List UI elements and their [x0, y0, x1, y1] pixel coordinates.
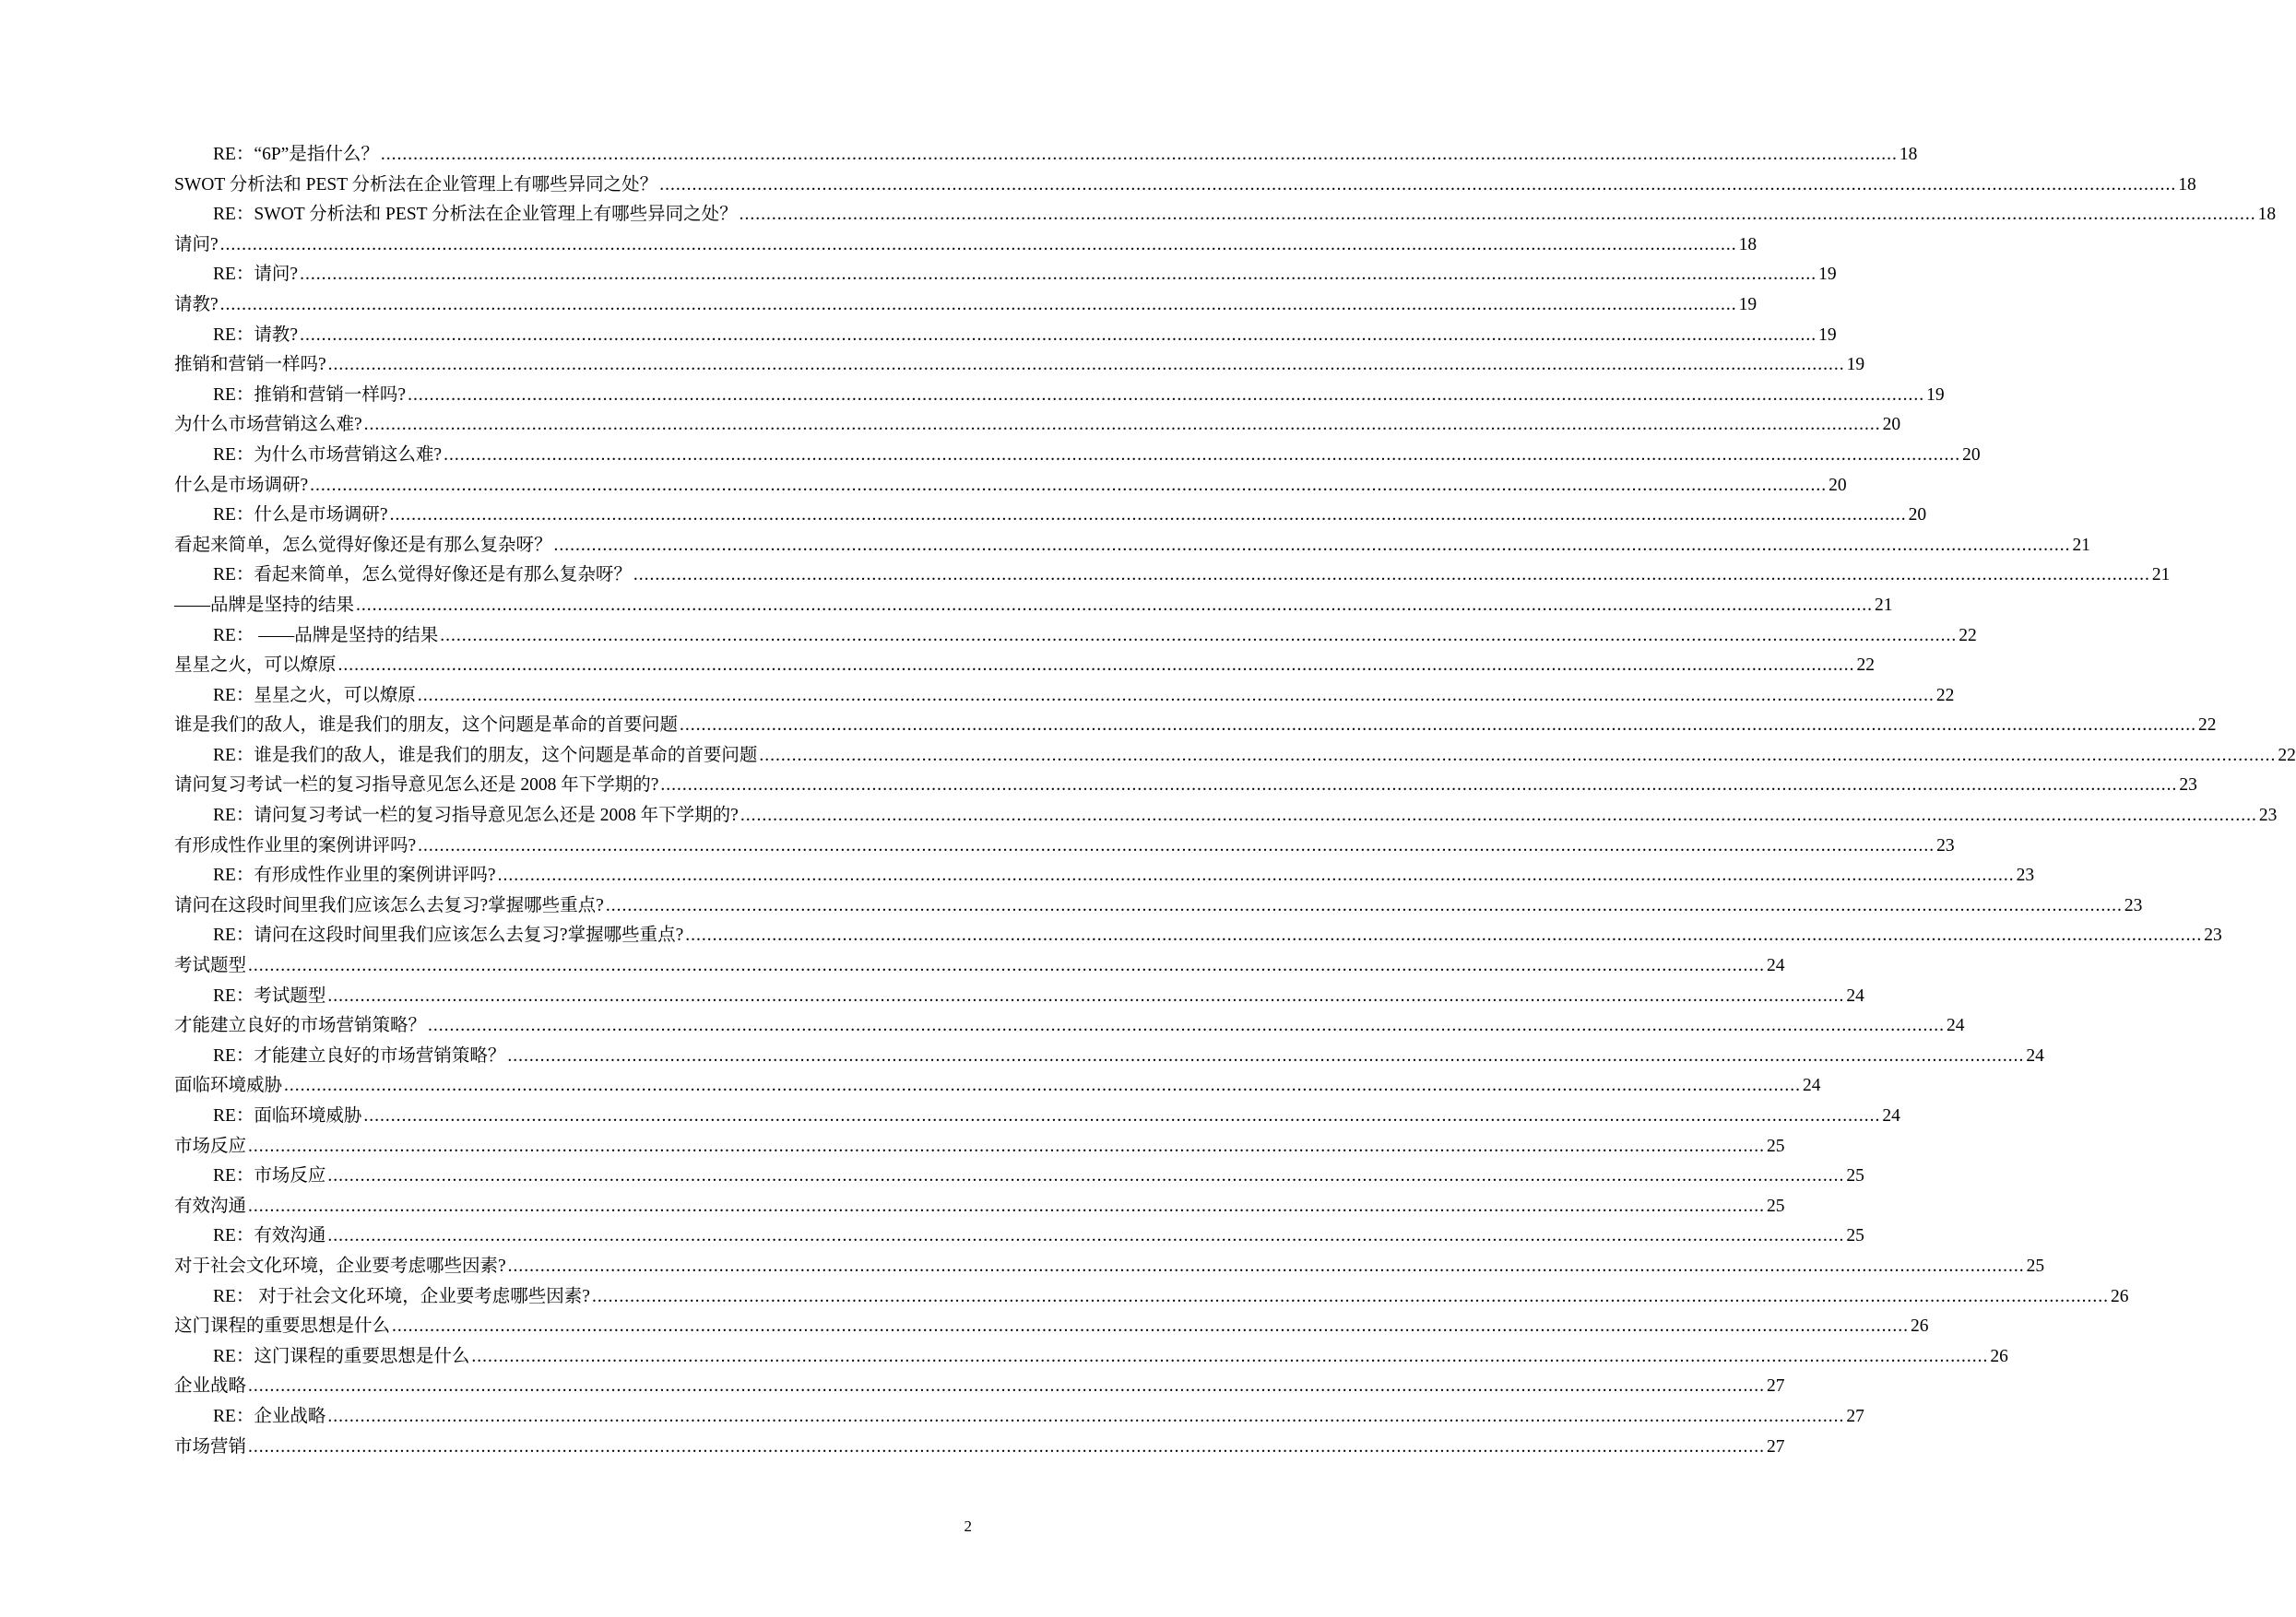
toc-dot-leader	[498, 861, 2015, 891]
toc-entry[interactable]	[174, 1372, 1785, 1402]
toc-entry[interactable]	[174, 651, 1876, 681]
toc-entry[interactable]	[174, 350, 1865, 381]
toc-entry-title: RE：有效沟通	[213, 1226, 326, 1246]
toc-entry-title: 请问复习考试一栏的复习指导意见怎么还是 2008 年下学期的?	[174, 775, 659, 796]
toc-entry-page: 19	[1926, 384, 1945, 405]
toc-entry[interactable]	[174, 471, 1847, 502]
toc-entry-title: RE：才能建立良好的市场营销策略？	[213, 1045, 506, 1066]
toc-entry-page: 23	[2258, 806, 2278, 826]
toc-entry-page: 20	[1882, 415, 1901, 435]
toc-entry-page: 24	[1882, 1106, 1900, 1126]
toc-entry[interactable]	[174, 441, 1981, 471]
toc-dot-leader	[471, 1342, 1988, 1373]
toc-dot-leader	[592, 1282, 2109, 1313]
toc-entry[interactable]	[174, 1402, 1864, 1433]
toc-dot-leader	[248, 951, 1765, 982]
toc-entry[interactable]	[174, 260, 1837, 290]
toc-entry-title: RE：市场反应	[213, 1166, 326, 1186]
toc-entry-page: 25	[1846, 1166, 1864, 1186]
toc-entry-page: 18	[1738, 234, 1758, 254]
toc-entry-page: 21	[2151, 565, 2171, 585]
toc-entry-page: 19	[1818, 325, 1837, 345]
toc-dot-leader	[759, 741, 2276, 772]
toc-dot-leader	[508, 1252, 2025, 1282]
toc-entry-page: 26	[1911, 1316, 1929, 1337]
toc-entry-page: 22	[2198, 715, 2217, 736]
toc-entry-page: 18	[1899, 145, 1918, 164]
toc-entry[interactable]	[174, 982, 1864, 1012]
toc-entry[interactable]	[174, 1342, 2008, 1373]
toc-entry-title: 谁是我们的敌人，谁是我们的朋友，这个问题是革命的首要问题	[174, 715, 679, 736]
toc-entry[interactable]	[174, 290, 1758, 321]
toc-entry-title: 这门课程的重要思想是什么	[174, 1316, 391, 1337]
toc-dot-leader	[418, 681, 1935, 712]
toc-entry-title: 推销和营销一样吗?	[174, 355, 326, 375]
toc-entry-title: RE：请问?	[213, 265, 299, 285]
toc-entry-page: 25	[2026, 1256, 2045, 1276]
toc-entry[interactable]	[174, 951, 1785, 982]
toc-entry[interactable]	[174, 1132, 1785, 1163]
toc-entry-title: RE： ——品牌是坚持的结果	[213, 625, 439, 645]
toc-dot-leader	[364, 410, 1881, 441]
toc-dot-leader	[363, 1102, 1880, 1132]
toc-entry[interactable]	[174, 1252, 2045, 1282]
toc-entry[interactable]	[174, 681, 1955, 712]
toc-entry-title: RE：“6P”是指什么？	[213, 145, 379, 164]
toc-dot-leader	[659, 171, 2176, 201]
toc-dot-leader	[220, 290, 1737, 321]
toc-dot-leader	[220, 230, 1737, 261]
toc-entry-title: RE：请问在这段时间里我们应该怎么去复习?掌握哪些重点?	[213, 926, 684, 946]
toc-entry-title: 为什么市场营销这么难?	[174, 415, 362, 435]
toc-entry-page: 22	[2278, 745, 2296, 765]
toc-dot-leader	[740, 200, 2256, 230]
toc-entry-title: RE：为什么市场营销这么难?	[213, 444, 443, 465]
toc-entry-page: 23	[2204, 926, 2222, 946]
toc-entry-title: 企业战略	[174, 1376, 247, 1397]
toc-entry-page: 23	[1936, 835, 1955, 856]
toc-entry-page: 18	[2257, 205, 2277, 225]
toc-dot-leader	[327, 1162, 1844, 1192]
toc-entry[interactable]	[174, 591, 1893, 621]
toc-entry-title: 请问在这段时间里我们应该怎么去复习?掌握哪些重点?	[174, 895, 604, 915]
toc-entry-page: 26	[2110, 1286, 2129, 1306]
toc-entry-title: 看起来简单，怎么觉得好像还是有那么复杂呀？	[174, 535, 552, 555]
toc-entry[interactable]	[174, 171, 2196, 201]
toc-entry-title: 面临环境威胁	[174, 1076, 283, 1096]
toc-entry-page: 19	[1846, 355, 1865, 375]
toc-entry-page: 22	[1856, 655, 1876, 676]
toc-dot-leader	[327, 982, 1844, 1012]
toc-entry[interactable]	[174, 1011, 1965, 1042]
toc-entry[interactable]	[174, 140, 1918, 171]
toc-entry-page: 27	[1767, 1376, 1785, 1397]
toc-entry-page: 24	[1767, 956, 1785, 976]
toc-entry[interactable]	[174, 501, 1927, 531]
toc-dot-leader	[390, 501, 1907, 531]
toc-entry-title: 市场营销	[174, 1436, 247, 1457]
toc-entry-page: 25	[1846, 1226, 1864, 1246]
toc-dot-leader	[507, 1042, 2024, 1072]
toc-entry[interactable]	[174, 801, 2278, 832]
toc-entry-page: 25	[1767, 1136, 1785, 1156]
toc-entry-title: RE：谁是我们的敌人，谁是我们的朋友，这个问题是革命的首要问题	[213, 745, 758, 765]
toc-entry-title: SWOT 分析法和 PEST 分析法在企业管理上有哪些异同之处？	[174, 174, 658, 195]
toc-entry-title: RE： 对于社会文化环境，企业要考虑哪些因素?	[213, 1286, 590, 1306]
toc-entry-page: 18	[2178, 174, 2196, 195]
toc-dot-leader	[248, 1372, 1765, 1402]
toc-entry-title: 星星之火，可以燎原	[174, 655, 337, 676]
toc-entry[interactable]	[174, 891, 2143, 922]
toc-entry-title: RE：考试题型	[213, 986, 326, 1006]
toc-entry-page: 23	[2124, 895, 2143, 915]
toc-dot-leader	[327, 1402, 1844, 1433]
toc-entry-page: 23	[2016, 866, 2035, 886]
toc-entry[interactable]	[174, 321, 1837, 351]
toc-entry[interactable]	[174, 200, 2277, 230]
toc-entry-page: 21	[2072, 535, 2091, 555]
toc-entry-title: RE：有形成性作业里的案例讲评吗?	[213, 866, 496, 886]
toc-entry-page: 22	[1935, 685, 1955, 705]
toc-dot-leader	[418, 832, 1935, 862]
toc-entry-page: 21	[1875, 595, 1893, 615]
toc-entry-page: 19	[1818, 265, 1837, 285]
toc-entry-page: 24	[2026, 1045, 2044, 1066]
toc-dot-leader	[248, 1132, 1765, 1163]
toc-entry-title: 市场反应	[174, 1136, 247, 1156]
toc-dot-leader	[633, 561, 2150, 591]
toc-entry-title: RE：企业战略	[213, 1406, 326, 1426]
toc-entry[interactable]	[174, 1282, 2129, 1313]
toc-entry-title: RE：星星之火，可以燎原	[213, 685, 416, 705]
toc-entry-page: 24	[1846, 986, 1864, 1006]
toc-entry-page: 26	[1990, 1346, 2008, 1366]
page-number: 2	[964, 1517, 972, 1535]
toc-dot-leader	[408, 381, 1924, 411]
toc-dot-leader	[300, 260, 1817, 290]
toc-dot-leader	[685, 921, 2202, 951]
toc-dot-leader	[381, 140, 1898, 171]
toc-dot-leader	[310, 471, 1827, 502]
toc-dot-leader	[328, 350, 1845, 381]
toc-dot-leader	[660, 771, 2177, 801]
toc-entry-page: 27	[1846, 1406, 1864, 1426]
toc-entry[interactable]	[174, 1433, 1785, 1463]
toc-entry[interactable]	[174, 832, 1955, 862]
toc-dot-leader	[248, 1192, 1765, 1222]
toc-entry-title: ——品牌是坚持的结果	[174, 595, 355, 615]
toc-entry-title: 请教?	[174, 294, 219, 314]
toc-entry[interactable]	[174, 410, 1901, 441]
toc-entry-page: 27	[1767, 1436, 1785, 1457]
toc-entry-title: 考试题型	[174, 956, 247, 976]
toc-entry-page: 25	[1767, 1196, 1785, 1216]
toc-dot-leader	[356, 591, 1873, 621]
toc-entry[interactable]	[174, 1222, 1864, 1252]
toc-dot-leader	[428, 1011, 1945, 1042]
toc-entry[interactable]	[174, 771, 2197, 801]
toc-entry[interactable]	[174, 531, 2091, 561]
toc-entry[interactable]	[174, 921, 2222, 951]
toc-entry-page: 23	[2179, 775, 2197, 796]
toc-dot-leader	[338, 651, 1855, 681]
toc-entry-title: RE：面临环境威胁	[213, 1106, 362, 1126]
toc-entry-page: 24	[1947, 1016, 1965, 1036]
toc-entry[interactable]	[174, 1071, 1821, 1102]
toc-entry-title: 才能建立良好的市场营销策略？	[174, 1016, 427, 1036]
toc-entry[interactable]	[174, 1162, 1864, 1192]
toc-entry-page: 24	[1803, 1076, 1821, 1096]
toc-dot-leader	[327, 1222, 1844, 1252]
toc-entry-title: 请问?	[174, 234, 219, 254]
toc-entry[interactable]	[174, 1312, 1929, 1342]
toc-entry-title: 对于社会文化环境，企业要考虑哪些因素?	[174, 1256, 506, 1276]
toc-entry-page: 19	[1738, 294, 1758, 314]
toc-entry[interactable]	[174, 861, 2035, 891]
toc-entry-title: RE：请教?	[213, 325, 299, 345]
toc-entry[interactable]	[174, 621, 1977, 652]
toc-entry-title: RE：请问复习考试一栏的复习指导意见怎么还是 2008 年下学期的?	[213, 806, 739, 826]
toc-dot-leader	[284, 1071, 1801, 1102]
toc-dot-leader	[444, 441, 1960, 471]
toc-entry-page: 22	[1959, 625, 1977, 645]
toc-entry-page: 20	[1829, 475, 1847, 495]
toc-entry-title: 有效沟通	[174, 1196, 247, 1216]
toc-dot-leader	[554, 531, 2071, 561]
toc-dot-leader	[392, 1312, 1909, 1342]
toc-dot-leader	[440, 621, 1957, 652]
toc-entry-title: RE：什么是市场调研?	[213, 505, 388, 525]
toc-entry[interactable]	[174, 1192, 1785, 1222]
toc-entry-page: 20	[1908, 505, 1927, 525]
toc-dot-leader	[606, 891, 2123, 922]
toc-entry[interactable]	[174, 1042, 2044, 1072]
toc-entry[interactable]	[174, 381, 1945, 411]
toc-dot-leader	[248, 1433, 1765, 1463]
toc-entry-title: 什么是市场调研?	[174, 475, 309, 495]
toc-entry-title: RE：推销和营销一样吗?	[213, 384, 407, 405]
toc-entry[interactable]	[174, 230, 1758, 261]
table-of-contents	[174, 140, 2296, 1462]
toc-dot-leader	[740, 801, 2257, 832]
toc-entry-title: RE：看起来简单，怎么觉得好像还是有那么复杂呀？	[213, 565, 632, 585]
toc-dot-leader	[300, 321, 1817, 351]
toc-entry-title: RE：SWOT 分析法和 PEST 分析法在企业管理上有哪些异同之处？	[213, 205, 738, 225]
toc-entry[interactable]	[174, 1102, 1900, 1132]
toc-entry[interactable]	[174, 561, 2171, 591]
toc-dot-leader	[680, 711, 2196, 741]
toc-entry-page: 20	[1962, 444, 1981, 465]
toc-entry[interactable]	[174, 741, 2296, 772]
toc-entry-title: 有形成性作业里的案例讲评吗?	[174, 835, 417, 856]
toc-entry-title: RE：这门课程的重要思想是什么	[213, 1346, 470, 1366]
toc-entry[interactable]	[174, 711, 2217, 741]
